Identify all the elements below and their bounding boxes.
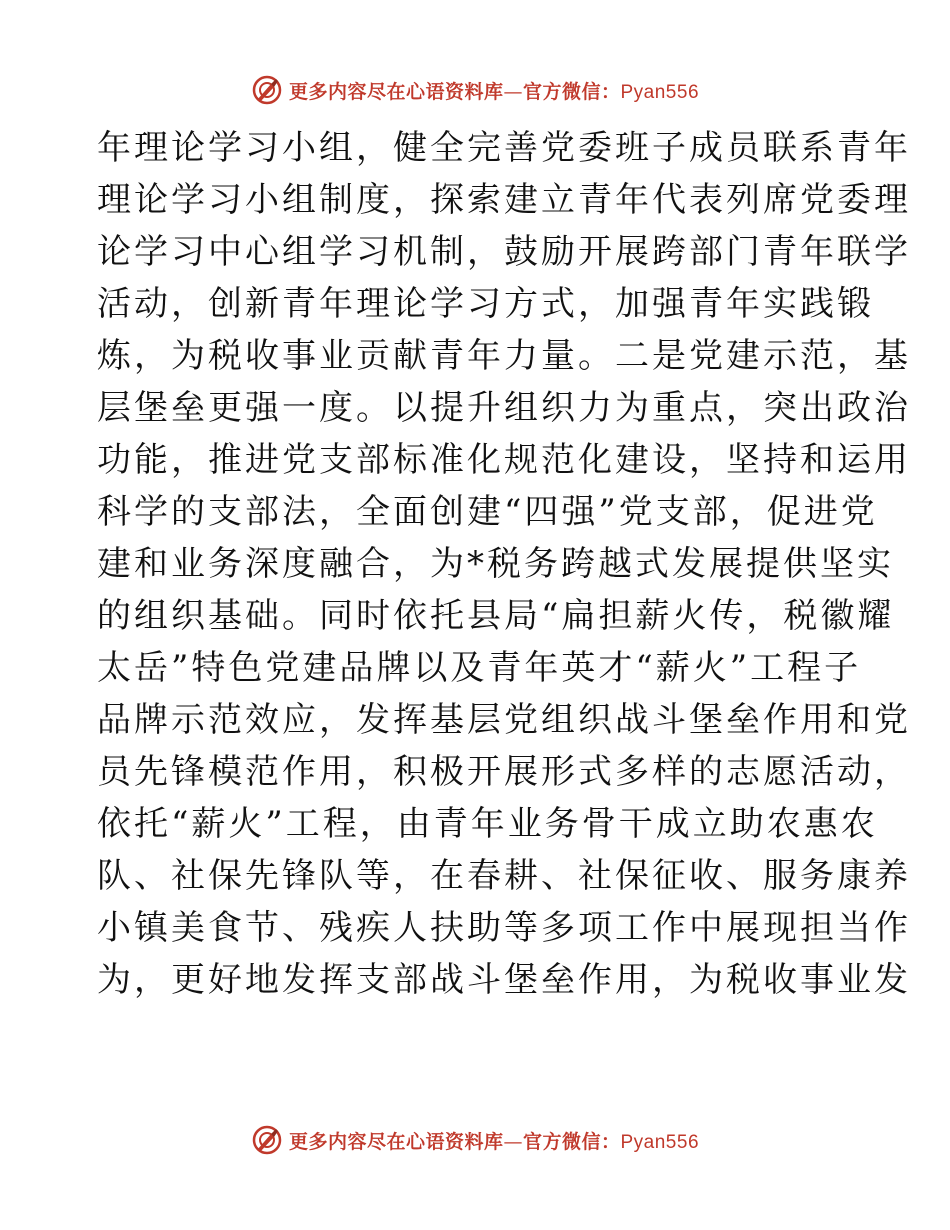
text-line: 品牌示范效应，发挥基层党组织战斗堡垒作用和党 (97, 700, 911, 740)
text-line: 层堡垒更强一度。以提升组织力为重点，突出政治 (97, 388, 911, 428)
text-line: 炼，为税收事业贡献青年力量。二是党建示范，基 (97, 336, 911, 376)
document-body (97, 122, 911, 1006)
text-line: 理论学习小组制度，探索建立青年代表列席党委理 (97, 180, 911, 220)
watermark-banner-bottom (0, 1120, 950, 1160)
text-line: 活动，创新青年理论学习方式，加强青年实践锻 (97, 284, 874, 324)
text-line: 员先锋模范作用，积极开展形式多样的志愿活动， (97, 752, 911, 792)
watermark-separator: — (503, 80, 523, 103)
text-line: 依托“薪火”工程，由青年业务骨干成立助农惠农 (97, 804, 878, 844)
watermark-separator: — (503, 1130, 523, 1153)
watermark-title: 更多内容尽在心语资料库 (288, 1130, 504, 1153)
text-line: 小镇美食节、残疾人扶助等多项工作中展现担当作 (97, 908, 911, 948)
watermark-text (289, 1127, 699, 1154)
watermark-contact: 官方微信： (522, 1130, 621, 1153)
watermark-banner-top (0, 70, 950, 110)
text-line: 队、社保先锋队等，在春耕、社保征收、服务康养 (97, 856, 911, 896)
watermark-title: 更多内容尽在心语资料库 (288, 80, 504, 103)
text-line: 太岳”特色党建品牌以及青年英才“薪火”工程子 (97, 648, 862, 688)
text-line: 的组织基础。同时依托县局“扁担薪火传，税徽耀 (97, 596, 895, 636)
text-line: 论学习中心组学习机制，鼓励开展跨部门青年联学 (97, 232, 911, 272)
library-logo-icon (251, 1124, 283, 1156)
text-line: 年理论学习小组，健全完善党委班子成员联系青年 (97, 128, 911, 168)
watermark-id: Pyan556 (620, 1131, 700, 1153)
text-line: 功能，推进党支部标准化规范化建设，坚持和运用 (97, 440, 911, 480)
watermark-contact: 官方微信： (522, 80, 621, 103)
text-line: 科学的支部法，全面创建“四强”党支部，促进党 (97, 492, 878, 532)
text-line: 为，更好地发挥支部战斗堡垒作用，为税收事业发 (97, 960, 911, 1000)
watermark-id: Pyan556 (620, 81, 700, 103)
library-logo-icon (251, 74, 283, 106)
text-line: 建和业务深度融合，为*税务跨越式发展提供坚实 (97, 544, 894, 584)
watermark-text (289, 77, 699, 104)
